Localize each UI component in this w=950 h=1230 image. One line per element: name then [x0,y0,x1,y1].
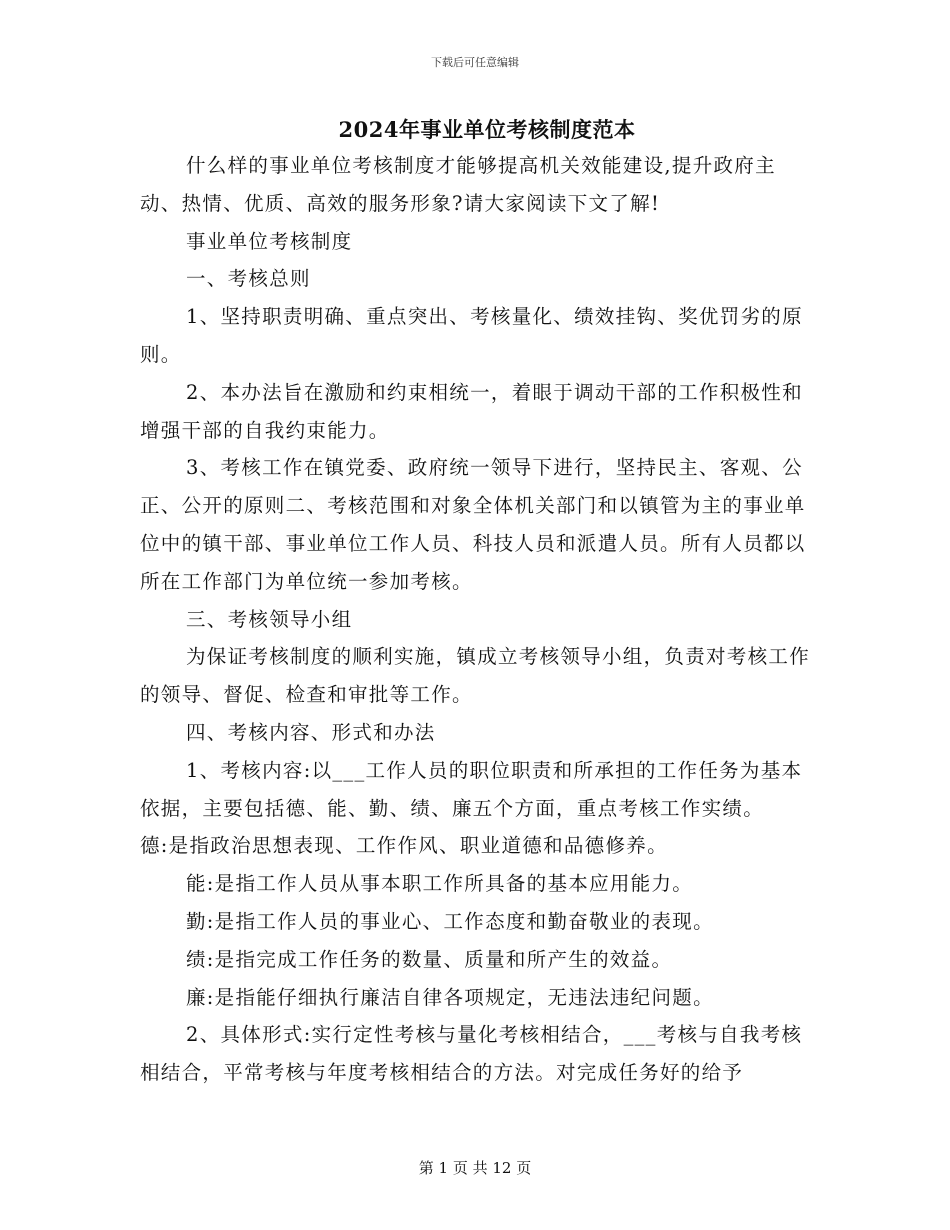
paragraph-principle-1: 1、坚持职责明确、重点突出、考核量化、绩效挂钩、奖优罚劣的原则。 [140,305,803,366]
paragraph-diligence: 勤:是指工作人员的事业心、工作态度和勤奋敬业的表现。 [186,909,714,933]
paragraph-principle-3: 3、考核工作在镇党委、政府统一领导下进行，坚持民主、客观、公正、公开的原则二、考核范围和对象全体机关部门和以镇管为主的事业单位中的镇干部、事业单位工作人员、科技人员和派遣人员。所有人员都以所在工作部门为单位统一参加考核。 [140,456,806,593]
paragraph-performance: 绩:是指完成工作任务的数量、质量和所产生的效益。 [186,947,673,971]
paragraph-content-1: 1、考核内容:以___工作人员的职位职责和所承担的工作任务为基本依据，主要包括德、能、勤、绩、廉五个方面，重点考核工作实绩。 [140,758,803,820]
paragraph-intro: 什么样的事业单位考核制度才能够提高机关效能建设,提升政府主动、热情、优质、高效的服务形象?请大家阅读下文了解! [140,154,776,215]
paragraph-leadership: 为保证考核制度的顺利实施，镇成立考核领导小组，负责对考核工作的领导、督促、检查和审批等工作。 [140,645,811,707]
paragraph-heading-system: 事业单位考核制度 [186,229,353,253]
document-body [140,147,812,1092]
section-heading-leadership: 三、考核领导小组 [186,607,353,631]
section-heading-general: 一、考核总则 [186,267,311,291]
document-title: 2024年事业单位考核制度范本 [338,117,636,142]
page-number-footer: 第 1 页 共 12 页 [418,1159,532,1177]
paragraph-integrity: 廉:是指能仔细执行廉洁自律各项规定，无违法违纪问题。 [186,985,714,1009]
paragraph-ability: 能:是指工作人员从事本职工作所具备的基本应用能力。 [186,872,694,896]
paragraph-virtue: 德:是指政治思想表现、工作作风、职业道德和品德修养。 [140,834,668,858]
section-heading-content: 四、考核内容、形式和办法 [186,720,436,744]
header-note: 下载后可任意编辑 [431,56,519,69]
paragraph-form: 2、具体形式:实行定性考核与量化考核相结合，___考核与自我考核相结合，平常考核与年度考核相结合的方法。对完成任务好的给予 [140,1023,803,1085]
paragraph-principle-2: 2、本办法旨在激励和约束相统一，着眼于调动干部的工作积极性和增强干部的自我约束能力。 [140,380,803,442]
